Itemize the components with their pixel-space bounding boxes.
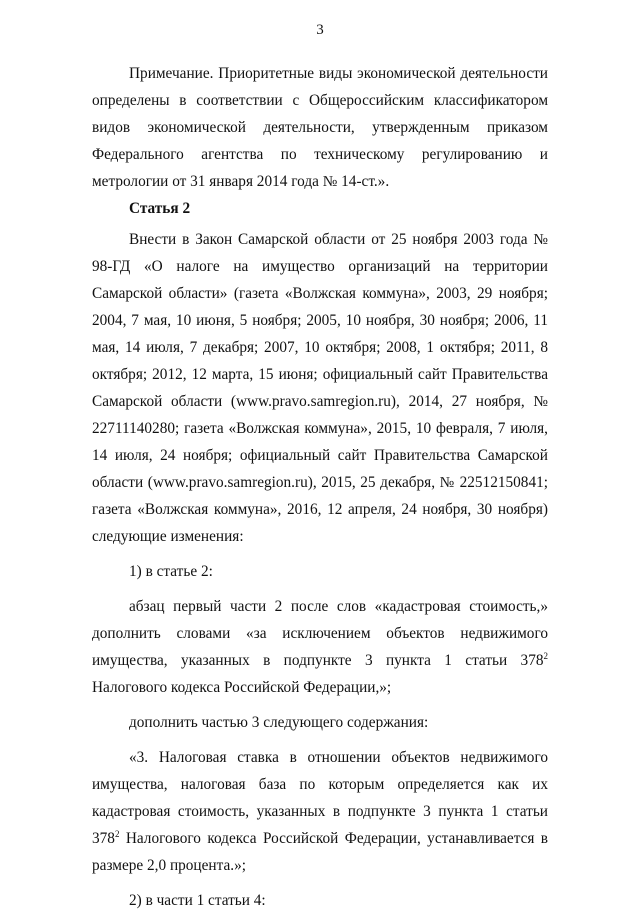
item-2-label: 2) в части 1 статьи 4: xyxy=(129,892,266,909)
page-number: 3 xyxy=(316,22,324,38)
item-1-paragraph-2: дополнить частью 3 следующего содержания: xyxy=(129,714,429,731)
article-2-intro: Внести в Закон Самарской области от 25 ноября 2003 года № 98-ГД «О налоге на имущество организаций на территории Самарской области» (газета «Волжская коммуна», 2003, 29 ноября; 2004, 7 мая, 10 июня, 5 ноября; 2005, 10 ноября, 30 ноября; 2006, 11 мая, 14 июля, 7 декабря; 2007, 10 октября; 2008, 1 октября; 2011, 8 октября; 2012, 12 марта, 15 июня; официальный сайт Правительства Самарской области (www.pravo.samregion.ru), 2014, 27 ноября, № 22711140280; газета «Волжская коммуна», 2015, 10 февраля, 7 июля, 14 июля, 24 ноября; официальный сайт Правительства Самарской области (www.pravo.samregion.ru), 2015, 25 декабря, № 22512150841; газета «Волжская коммуна», 2016, 12 апреля, 24 ноября, 30 ноября) следующие изменения: xyxy=(92,231,548,545)
item-1-paragraph-1: абзац первый части 2 после слов «кадастровая стоимость,» дополнить словами «за исключением объектов недвижимого имущества, указанных в подпункте 3 пункта 1 статьи $378^2$ Налогового кодекса Российской Федерации,»; xyxy=(92,598,548,696)
note-paragraph: Примечание. Приоритетные виды экономической деятельности определены в соответствии с Общероссийским классификатором видов экономической деятельности, утвержденным приказом Федерального агентства по техническому регулированию и метрологии от 31 января 2014 года № 14-ст.». xyxy=(92,65,548,190)
article-2-heading: Статья 2 xyxy=(129,200,191,217)
item-1-label: 1) в статье 2: xyxy=(129,563,213,580)
note-block xyxy=(92,60,548,195)
item-1-paragraph-3: «3. Налоговая ставка в отношении объектов недвижимого имущества, налоговая база по которым определяется как их кадастровая стоимость, указанных в подпункте 3 пункта 1 статьи $378^2$ Налогового кодекса Российской Федерации, устанавливается в размере 2,0 процента.»; xyxy=(92,749,548,874)
article-2-block xyxy=(92,195,548,914)
